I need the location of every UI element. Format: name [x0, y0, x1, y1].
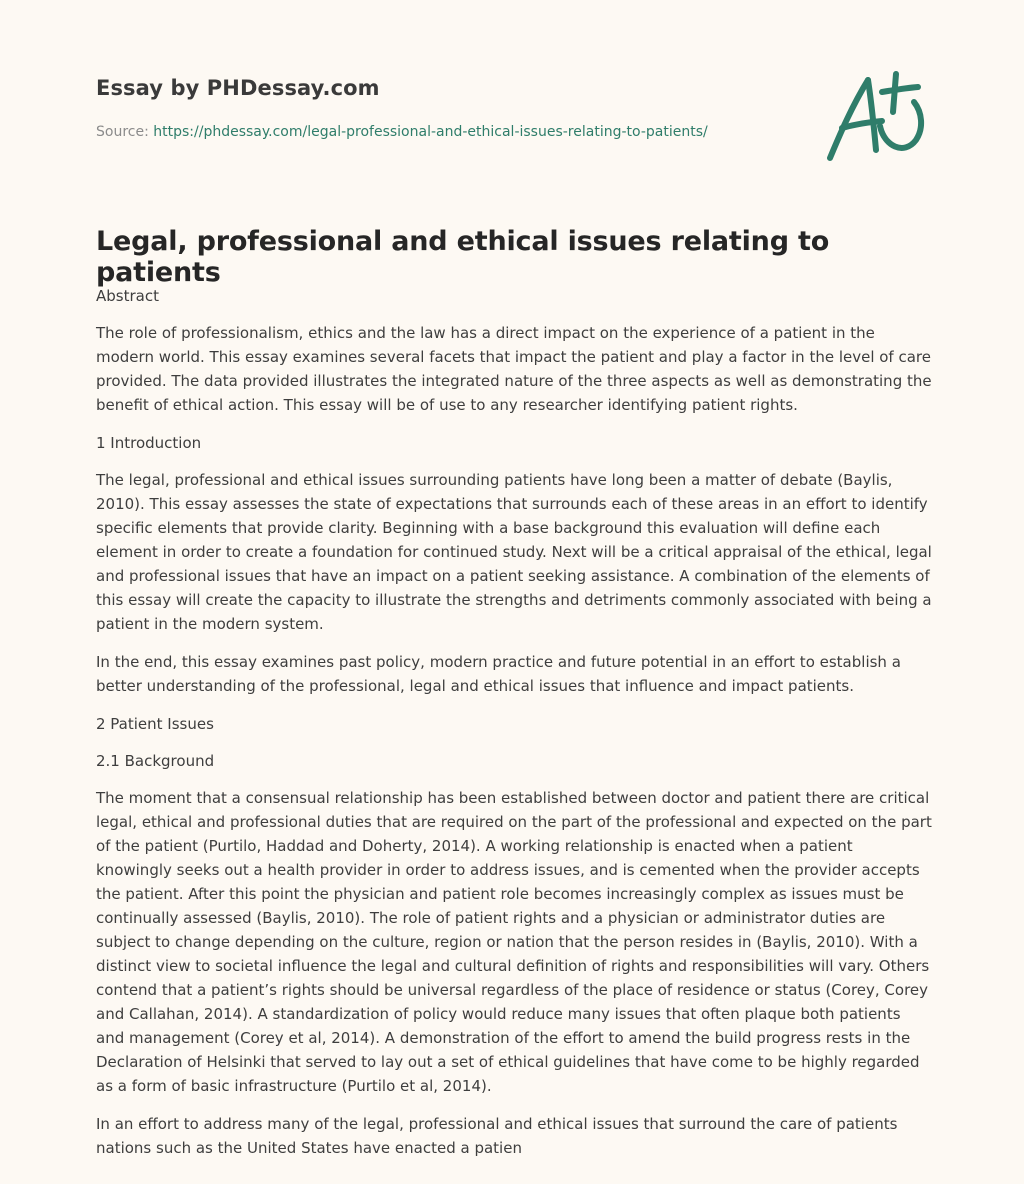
section-heading: 1 Introduction	[96, 434, 202, 452]
essay-paragraph: In the end, this essay examines past policy, modern practice and future potential in an effort to establish a better understanding of the professional, legal and ethical issues that influence and impact patients.	[96, 653, 901, 695]
source-link[interactable]: https://phdessay.com/legal-professional-and-ethical-issues-relating-to-patients/	[153, 124, 708, 140]
source-label: Source:	[96, 124, 149, 140]
section-heading: 2 Patient Issues	[96, 715, 214, 733]
essay-paragraph: The legal, professional and ethical issues surrounding patients have long been a matter of debate (Baylis, 2010). This essay assesses the state of expectations that surrounds each of these areas in an effort to identify specific elements that provide clarity. Beginning with a base background this evaluation will define each element in order to create a foundation for continued study. Next will be a critical appraisal of the ethical, legal and professional issues that have an impact on a patient seeking assistance. A combination of the elements of this essay will create the capacity to illustrate the strengths and detriments commonly associated with being a patient in the modern system.	[96, 471, 932, 633]
essay-paragraph: In an effort to address many of the legal, professional and ethical issues that surround the care of patients nations such as the United States have enacted a patien	[96, 1115, 898, 1157]
essay-paragraph: The role of professionalism, ethics and the law has a direct impact on the experience of a patient in the modern world. This essay examines several facets that impact the patient and play a factor in the level of care provided. The data provided illustrates the integrated nature of the three aspects as well as demonstrating the benefit of ethical action. This essay will be of use to any researcher identifying patient rights.	[96, 324, 932, 414]
a-plus-logo-icon	[822, 66, 932, 166]
essay-paragraph: The moment that a consensual relationship has been established between doctor and patient there are critical legal, ethical and professional duties that are required on the part of the professional and expected on the part of the patient (Purtilo, Haddad and Doherty, 2014). A working relationship is enacted when a patient knowingly seeks out a health provider in order to address issues, and is cemented when the provider accepts the patient. After this point the physician and patient role becomes increasingly complex as issues must be continually assessed (Baylis, 2010). The role of patient rights and a physician or administrator duties are subject to change depending on the culture, region or nation that the person resides in (Baylis, 2010). With a distinct view to societal influence the legal and cultural definition of rights and responsibilities will vary. Others contend that a patient’s rights should be universal regardless of the place of residence or status (Corey, Corey and Callahan, 2014). A standardization of policy would reduce many issues that often plaque both patients and management (Corey et al, 2014). A demonstration of the effort to amend the build progress rests in the Declaration of Helsinki that served to lay out a set of ethical guidelines that have come to be highly regarded as a form of basic infrastructure (Purtilo et al, 2014).	[96, 789, 932, 1095]
essay-title: Legal, professional and ethical issues relating to patients	[96, 226, 830, 288]
site-title: Essay by PHDessay.com	[96, 76, 380, 100]
section-heading: Abstract	[96, 287, 159, 305]
section-heading: 2.1 Background	[96, 752, 215, 770]
source-line	[96, 124, 708, 140]
essay-body	[96, 284, 932, 1174]
